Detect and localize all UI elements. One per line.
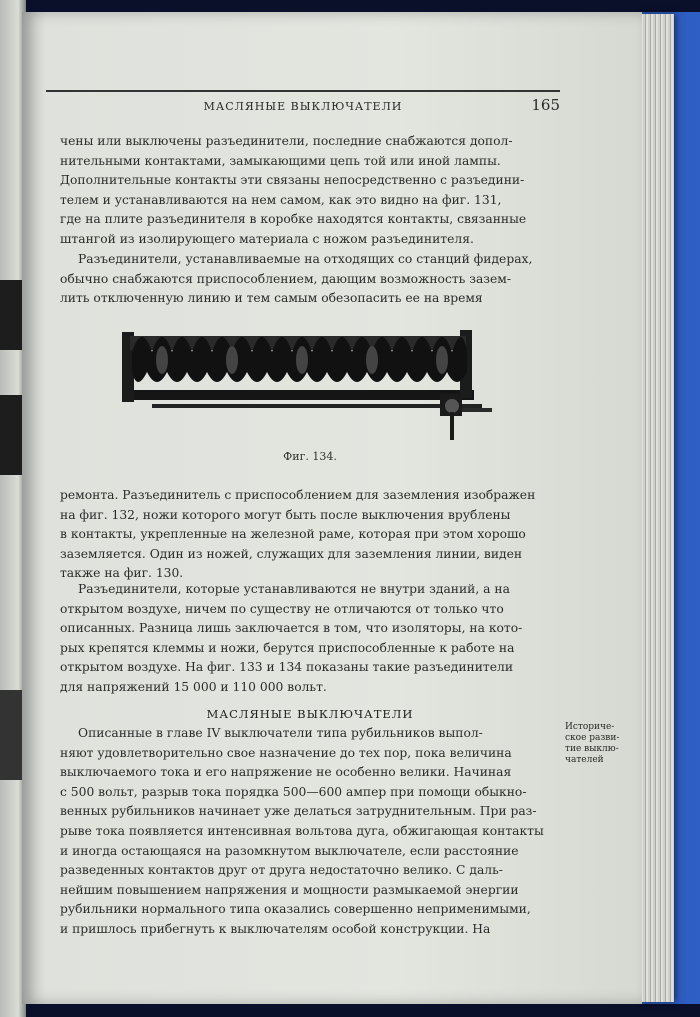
text-line: выключаемого тока и его напряжение не особенно велики. Начиная (60, 765, 512, 780)
text-line: в контакты, укрепленные на железной раме, которая при этом хорошо (60, 527, 526, 542)
text-line: Разъединители, устанавливаемые на отходящих со станций фидерах, (78, 252, 533, 266)
text-line: нейшим повышением напряжения и мощности размыкаемой энергии (60, 882, 519, 897)
text-line: также на фиг. 130. (60, 566, 184, 581)
text-line: рубильники нормального типа оказались совершенно неприменимыми, (60, 902, 531, 917)
paragraph (60, 724, 560, 940)
disconnector-illustration (122, 312, 522, 442)
text-line: венных рубильников начинает уже делаться затруднительным. При раз- (60, 804, 537, 819)
running-head (46, 90, 560, 118)
paragraph (60, 132, 560, 250)
paragraph (60, 486, 560, 584)
book-page (22, 12, 642, 1004)
text-line: штангой из изолирующего материала с ножом разъединителя. (60, 231, 474, 246)
page-number: 165 (531, 96, 560, 114)
margin-note (565, 722, 637, 766)
text-line: няют удовлетворительно свое назначение до тех пор, пока величина (60, 745, 512, 760)
text-line: разведенных контактов друг от друга недостаточно велико. С даль- (60, 863, 503, 878)
figure-caption: Фиг. 134. (283, 450, 337, 463)
margin-note-line: чателей (565, 755, 604, 765)
paragraph (60, 250, 560, 309)
running-head-title: МАСЛЯНЫЕ ВЫКЛЮЧАТЕЛИ (203, 100, 403, 113)
text-line: описанных. Разница лишь заключается в том, что изоляторы, на кото- (60, 621, 523, 636)
text-line: с 500 вольт, разрыв тока порядка 500—600 ампер при помощи обыкно- (60, 784, 527, 799)
top-shadow (26, 0, 700, 12)
text-line: рыве тока появляется интенсивная вольтова дуга, обжигающая контакты (60, 823, 544, 838)
margin-note-line: тие выклю- (565, 744, 619, 754)
text-line: где на плите разъединителя в коробке находятся контакты, связанные (60, 212, 527, 227)
page-stack-edge (638, 14, 674, 1002)
text-line: Описанные в главе IV выключатели типа рубильников выпол- (78, 726, 483, 740)
text-line: телем и устанавливаются на нем самом, как это видно на фиг. 131, (60, 192, 502, 207)
text-line: открытом воздухе, ничем по существу не отличаются от только что (60, 601, 504, 616)
text-line: обычно снабжаются приспособлением, дающим возможность зазем- (60, 271, 511, 286)
text-line: и иногда остающаяся на разомкнутом выключателе, если расстояние (60, 843, 519, 858)
bottom-shadow (26, 1004, 700, 1017)
text-line: чены или выключены разъединители, последние снабжаются допол- (60, 134, 513, 148)
text-line: рых крепятся клеммы и ножи, берутся приспособленные к работе на (60, 640, 515, 655)
text-line: и пришлось прибегнуть к выключателям особой конструкции. На (60, 921, 491, 936)
paragraph (60, 580, 560, 698)
facing-page-illustration (0, 690, 22, 780)
text-line: нительными контактами, замыкающими цепь той или иной лампы. (60, 153, 501, 168)
text-line: для напряжений 15 000 и 110 000 вольт. (60, 679, 327, 694)
text-line: на фиг. 132, ножи которого могут быть после выключения врублены (60, 507, 511, 522)
margin-note-line: ское разви- (565, 733, 620, 743)
facing-page-illustration (0, 280, 22, 350)
margin-note-line: Историче- (565, 722, 615, 732)
text-line: открытом воздухе. На фиг. 133 и 134 показаны такие разъединители (60, 660, 514, 675)
text-line: лить отключенную линию и тем самым обезопасить ее на время (60, 291, 483, 306)
section-heading: МАСЛЯНЫЕ ВЫКЛЮЧАТЕЛИ (206, 707, 414, 721)
text-line: Дополнительные контакты эти связаны непосредственно с разъедини- (60, 173, 525, 188)
text-line: Разъединители, которые устанавливаются не внутри зданий, а на (78, 582, 510, 596)
header-rule (46, 90, 560, 92)
text-line: ремонта. Разъединитель с приспособлением для заземления изображен (60, 488, 536, 502)
facing-page-illustration (0, 395, 22, 475)
text-line: заземляется. Один из ножей, служащих для заземления линии, виден (60, 546, 523, 561)
